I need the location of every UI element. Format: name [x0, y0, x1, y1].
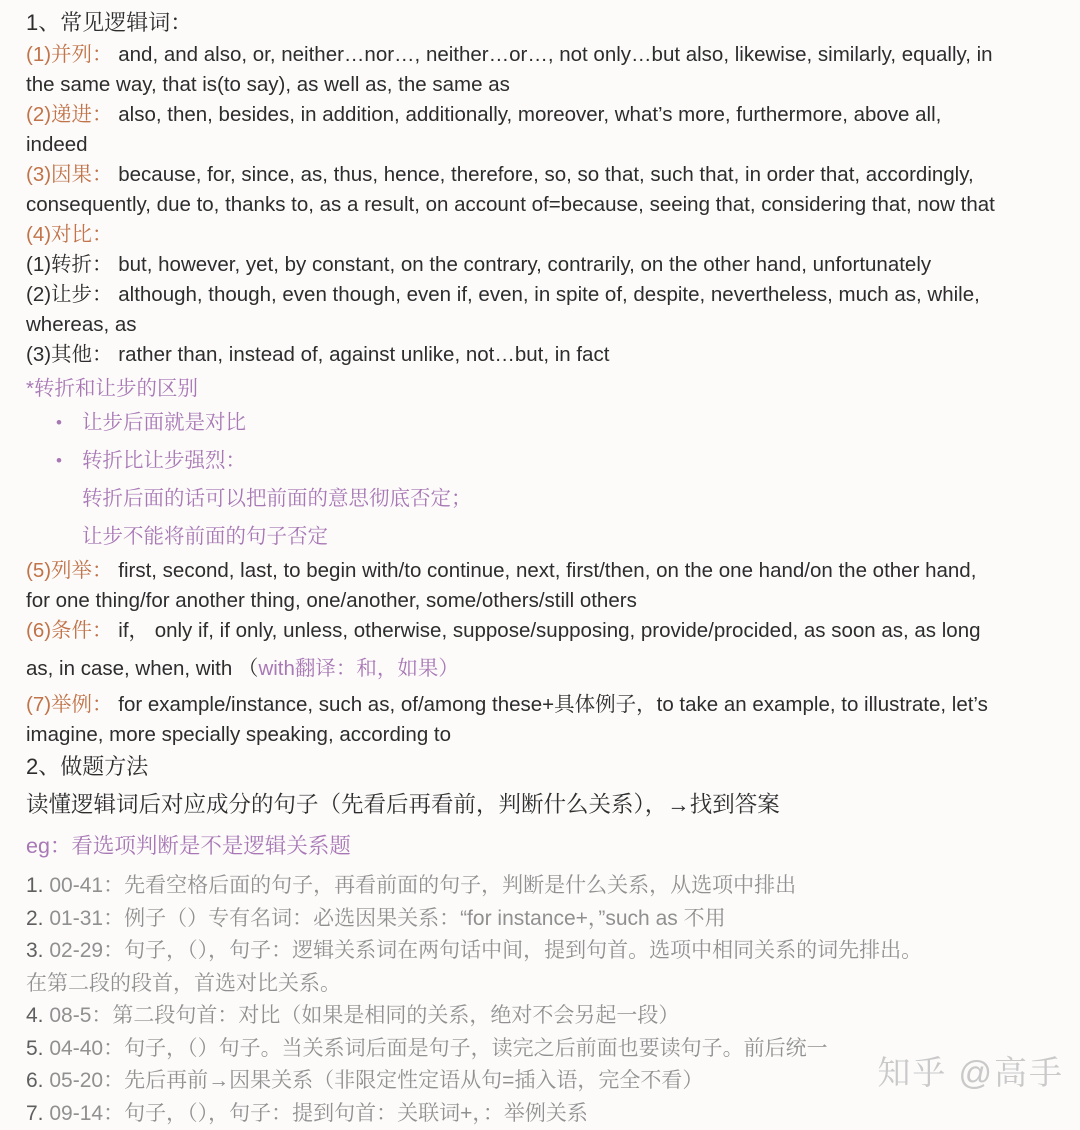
text-segment: 08-5：第二段句首：对比（如果是相同的关系，绝对不会另起一段）: [49, 1004, 679, 1027]
item-4-rangbu-cont: [26, 310, 1080, 340]
example-item-3-cont: [26, 968, 1080, 1001]
text-segment: 4.: [26, 1004, 49, 1027]
text-segment: whereas, as: [26, 313, 137, 336]
text-segment: 01-31：例子（）专有名词：必选因果关系：“for instance+，”such as 不用: [49, 907, 725, 930]
text-segment: 3.: [26, 939, 49, 962]
note-difference-title: [26, 374, 1080, 404]
text-segment: 读懂逻辑词后对应成分的句子（先看后再看前，判断什么关系），→找到答案: [26, 792, 780, 817]
example-item-7: [26, 1098, 1080, 1130]
text-segment: 00-41：先看空格后面的句子，再看前面的句子，判断是什么关系，从选项中排出: [49, 874, 796, 897]
text-segment: (3)因果：: [26, 163, 113, 186]
item-4-duibi: [26, 220, 1080, 250]
text-segment: 让步不能将前面的句子否定: [82, 525, 328, 548]
text-segment: and, and also, or, neither…nor…, neither…or…, not only…but also, likewise, similarly, equally, in: [113, 43, 993, 66]
item-5-lieju: [26, 556, 1080, 586]
text-segment: because, for, since, as, thus, hence, therefore, so, so that, such that, in order that, accordingly,: [113, 163, 974, 186]
example-item-1: [26, 870, 1080, 903]
text-segment: (2)递进：: [26, 103, 113, 126]
text-segment: for example/instance, such as, of/among these+具体例子，to take an example, to illustrate, let’s: [113, 693, 988, 716]
text-segment: 6.: [26, 1069, 49, 1092]
item-5-lieju-cont: [26, 586, 1080, 616]
note-bullet-2: [26, 442, 1080, 480]
note-bullet-2-detail-2: [26, 518, 1080, 556]
text-segment: 2.: [26, 907, 49, 930]
item-1-binglie: [26, 40, 1080, 70]
text-segment: 1.: [26, 874, 49, 897]
item-3-yinguo: [26, 160, 1080, 190]
example-item-4: [26, 1000, 1080, 1033]
item-2-dijin-cont: [26, 130, 1080, 160]
item-4-zhuanzhe: [26, 250, 1080, 280]
zhihu-watermark: 知乎 @高手: [877, 1047, 1064, 1094]
text-segment: consequently, due to, thanks to, as a result, on account of=because, seeing that, considering that, now that: [26, 193, 995, 216]
item-4-rangbu: [26, 280, 1080, 310]
text-segment: 让步后面就是对比: [82, 411, 246, 434]
text-segment: 04-40：句子，（）句子。当关系词后面是句子，读完之后前面也要读句子。前后统一: [49, 1037, 827, 1060]
text-segment: with翻译：和，如果）: [258, 657, 458, 680]
example-item-3: [26, 935, 1080, 968]
item-7-juli-cont: [26, 720, 1080, 750]
item-2-dijin: [26, 100, 1080, 130]
item-6-tiaojian: [26, 616, 1080, 646]
bullet-icon: •: [56, 442, 82, 480]
text-segment: 09-14：句子，（），句子：提到句首：关联词+，：举例关系: [49, 1102, 587, 1125]
bullet-icon: •: [56, 404, 82, 442]
section-1-title: [26, 6, 1080, 40]
section-2-title: [26, 750, 1080, 784]
text-segment: 02-29：句子，（），句子：逻辑关系词在两句话中间，提到句首。选项中相同关系的词先排出。: [49, 939, 922, 962]
example-heading: [26, 828, 1080, 864]
text-segment: 转折比让步强烈：: [82, 449, 246, 472]
text-segment: the same way, that is(to say), as well as, the same as: [26, 73, 510, 96]
text-segment: indeed: [26, 133, 88, 156]
text-segment: 05-20：先后再前→因果关系（非限定性定语从句=插入语，完全不看）: [49, 1069, 703, 1092]
text-segment: (7)举例：: [26, 693, 113, 716]
text-segment: (1)转折： but, however, yet, by constant, on the contrary, contrarily, on the other hand, unfortunately: [26, 253, 931, 276]
text-segment: for one thing/for another thing, one/another, some/others/still others: [26, 589, 637, 612]
text-segment: first, second, last, to begin with/to continue, next, first/then, on the one hand/on the other hand,: [113, 559, 977, 582]
item-3-yinguo-cont: [26, 190, 1080, 220]
text-segment: (3)其他： rather than, instead of, against unlike, not…but, in fact: [26, 343, 609, 366]
method-summary: [26, 788, 1080, 822]
text-segment: *转折和让步的区别: [26, 377, 198, 400]
text-segment: 5.: [26, 1037, 49, 1060]
note-bullet-1: [26, 404, 1080, 442]
text-segment: as, in case, when, with （: [26, 657, 258, 680]
item-7-juli: [26, 690, 1080, 720]
text-segment: 2、做题方法: [26, 754, 148, 779]
text-segment: (4)对比：: [26, 223, 113, 246]
text-segment: 转折后面的话可以把前面的意思彻底否定；: [82, 487, 472, 510]
example-item-2: [26, 903, 1080, 936]
item-4-qita: [26, 340, 1080, 370]
text-segment: (1)并列：: [26, 43, 113, 66]
text-segment: (5)列举：: [26, 559, 113, 582]
text-segment: eg：看选项判断是不是逻辑关系题: [26, 834, 351, 858]
text-segment: 7.: [26, 1102, 49, 1125]
note-bullet-2-detail-1: [26, 480, 1080, 518]
text-segment: (6)条件：: [26, 619, 113, 642]
text-segment: 在第二段的段首，首选对比关系。: [26, 972, 341, 995]
text-segment: also, then, besides, in addition, additionally, moreover, what’s more, furthermore, above all,: [113, 103, 942, 126]
item-1-binglie-cont: [26, 70, 1080, 100]
text-segment: (2)让步： although, though, even though, even if, even, in spite of, despite, nevertheless, much as, while,: [26, 283, 980, 306]
text-segment: imagine, more specially speaking, according to: [26, 723, 451, 746]
item-6-tiaojian-cont: [26, 654, 1080, 684]
text-segment: 1、常见逻辑词：: [26, 10, 192, 35]
text-segment: if， only if, if only, unless, otherwise, suppose/supposing, provide/procided, as soon as, as long: [113, 619, 981, 642]
